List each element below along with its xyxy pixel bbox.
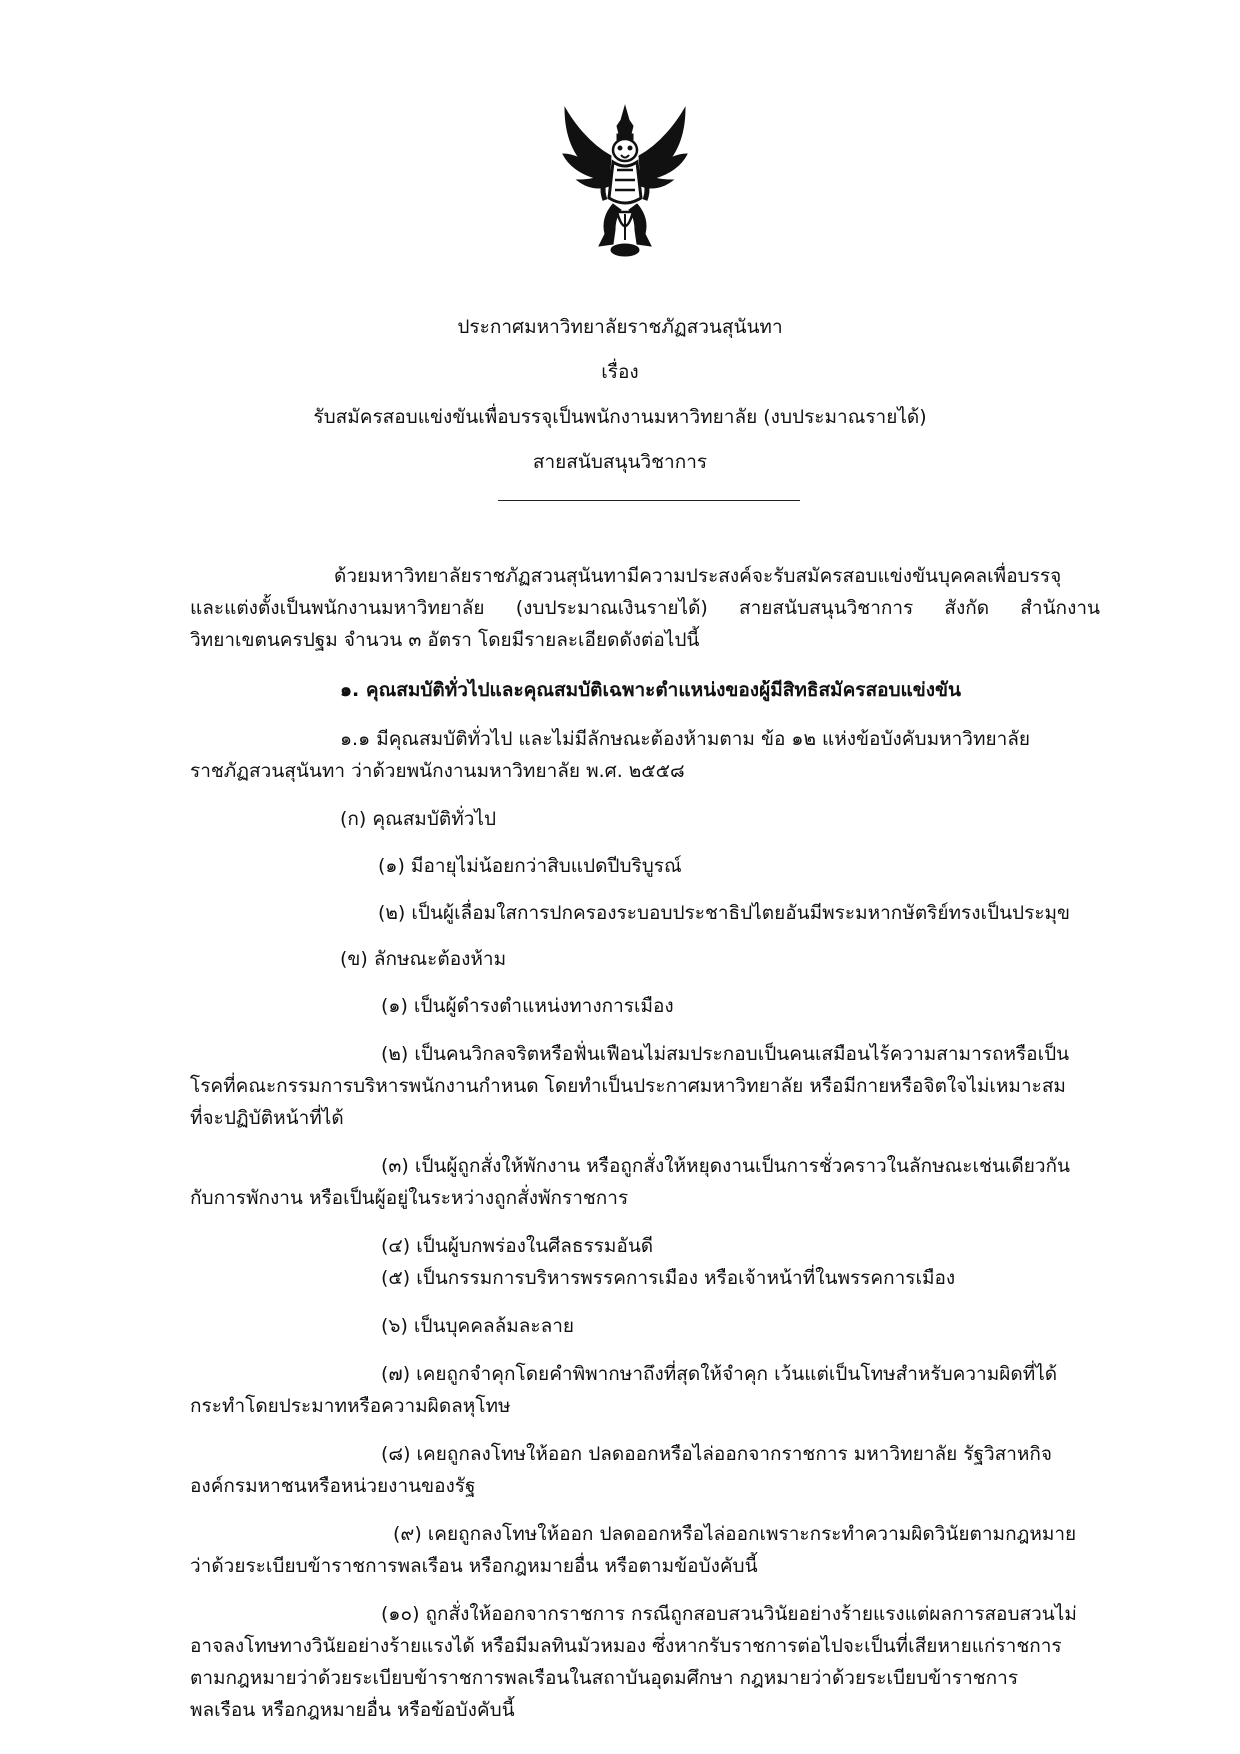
announcement-subject: รับสมัครสอบแข่งขันเพื่อบรรจุเป็นพนักงานมหาวิทยาลัย (งบประมาณรายได้) [313,406,927,428]
prohibited-item-9-line-1: (๙) เคยถูกลงโทษให้ออก ปลดออกหรือไล่ออกเพราะกระทำความผิดวินัยตามกฎหมาย [393,1523,1077,1545]
intro-line-2: และแต่งตั้งเป็นพนักงานมหาวิทยาลัย (งบประมาณเงินรายได้) สายสนับสนุนวิชาการ สังกัด สำนักงาน [190,597,1100,619]
prohibited-item-9-line-2: ว่าด้วยระเบียบข้าราชการพลเรือน หรือกฎหมายอื่น หรือตามข้อบังคับนี้ [190,1555,758,1577]
announcement-title: ประกาศมหาวิทยาลัยราชภัฏสวนสุนันทา [457,316,783,338]
prohibited-item-7-line-1: (๗) เคยถูกจำคุกโดยคำพิพากษาถึงที่สุดให้จำคุก เว้นแต่เป็นโทษสำหรับความผิดที่ได้ [381,1363,1058,1385]
subject-label: เรื่อง [601,361,639,383]
prohibited-item-5: (๕) เป็นกรรมการบริหารพรรคการเมือง หรือเจ้าหน้าที่ในพรรคการเมือง [381,1267,956,1289]
prohibited-item-6: (๖) เป็นบุคคลล้มละลาย [381,1315,575,1337]
clause-1-1-line-1: ๑.๑ มีคุณสมบัติทั่วไป และไม่มีลักษณะต้องห้ามตาม ข้อ ๑๒ แห่งข้อบังคับมหาวิทยาลัย [340,728,1031,750]
prohibited-item-2-line-3: ที่จะปฏิบัติหน้าที่ได้ [190,1107,344,1129]
prohibited-item-3-line-1: (๓) เป็นผู้ถูกสั่งให้พักงาน หรือถูกสั่งให้หยุดงานเป็นการชั่วคราวในลักษณะเช่นเดียวกัน [381,1155,1070,1177]
clause-1-1-line-2: ราชภัฏสวนสุนันทา ว่าด้วยพนักงานมหาวิทยาลัย พ.ศ. ๒๕๕๘ [190,760,685,782]
prohibited-item-7-line-2: กระทำโดยประมาทหรือความผิดลหุโทษ [190,1395,511,1417]
garuda-emblem-icon [555,100,695,260]
prohibited-item-1: (๑) เป็นผู้ดำรงตำแหน่งทางการเมือง [381,995,674,1017]
general-item-1: (๑) มีอายุไม่น้อยกว่าสิบแปดปีบริบูรณ์ [378,855,682,877]
prohibited-item-10-line-3: ตามกฎหมายว่าด้วยระเบียบข้าราชการพลเรือนในสถาบันอุดมศึกษา กฎหมายว่าด้วยระเบียบข้าราชการ [190,1667,1019,1689]
intro-line-3: วิทยาเขตนครปฐม จำนวน ๓ อัตรา โดยมีรายละเอียดดังต่อไปนี้ [190,629,700,651]
prohibited-item-2-line-1: (๒) เป็นคนวิกลจริตหรือฟั่นเฟือนไม่สมประกอบเป็นคนเสมือนไร้ความสามารถหรือเป็น [381,1043,1070,1065]
prohibited-item-8-line-1: (๘) เคยถูกลงโทษให้ออก ปลดออกหรือไล่ออกจากราชการ มหาวิทยาลัย รัฐวิสาหกิจ [381,1443,1053,1465]
prohibited-heading: (ข) ลักษณะต้องห้าม [340,948,507,970]
prohibited-item-10-line-2: อาจลงโทษทางวินัยอย่างร้ายแรงได้ หรือมีมลทินมัวหมอง ซึ่งหากรับราชการต่อไปจะเป็นที่เสียหายแก่ราชการ [190,1635,1062,1657]
announcement-division: สายสนับสนุนวิชาการ [532,451,708,473]
general-item-2: (๒) เป็นผู้เลื่อมใสการปกครองระบอบประชาธิปไตยอันมีพระมหากษัตริย์ทรงเป็นประมุข [378,902,1071,924]
prohibited-item-8-line-2: องค์กรมหาชนหรือหน่วยงานของรัฐ [190,1475,476,1497]
prohibited-item-3-line-2: กับการพักงาน หรือเป็นผู้อยู่ในระหว่างถูกสั่งพักราชการ [190,1187,629,1209]
prohibited-item-10-line-1: (๑๐) ถูกสั่งให้ออกจากราชการ กรณีถูกสอบสวนวินัยอย่างร้ายแรงแต่ผลการสอบสวนไม่ [381,1603,1077,1625]
section-1-heading: ๑. คุณสมบัติทั่วไปและคุณสมบัติเฉพาะตำแหน่งของผู้มีสิทธิสมัครสอบแข่งขัน [340,679,962,701]
general-heading: (ก) คุณสมบัติทั่วไป [340,808,497,830]
prohibited-item-10-line-4: พลเรือน หรือกฎหมายอื่น หรือข้อบังคับนี้ [190,1699,515,1721]
intro-line-1: ด้วยมหาวิทยาลัยราชภัฏสวนสุนันทามีความประสงค์จะรับสมัครสอบแข่งขันบุคคลเพื่อบรรจุ [334,565,1062,587]
prohibited-item-4: (๔) เป็นผู้บกพร่องในศีลธรรมอันดี [381,1235,654,1257]
prohibited-item-2-line-2: โรคที่คณะกรรมการบริหารพนักงานกำหนด โดยทำเป็นประกาศมหาวิทยาลัย หรือมีกายหรือจิตใจไม่เหมาะสม [190,1075,1066,1097]
title-divider [498,500,800,501]
